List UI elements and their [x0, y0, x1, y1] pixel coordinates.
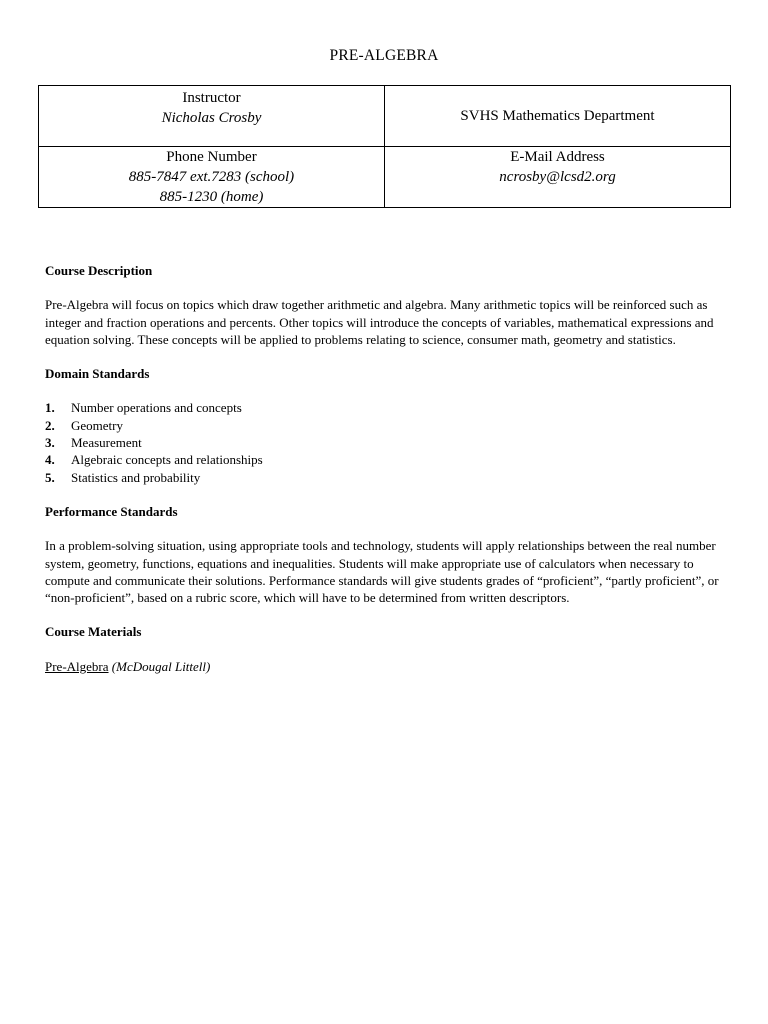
list-item — [45, 399, 735, 416]
course-materials-heading: Course Materials — [45, 624, 142, 640]
domain-standards-list — [45, 399, 735, 485]
department-name: SVHS Mathematics Department — [460, 108, 655, 124]
phone-school: 885-7847 ext.7283 (school) — [128, 169, 295, 185]
list-item-text: Number operations and concepts — [71, 400, 242, 416]
course-description-text: Pre-Algebra will focus on topics which draw together arithmetic and algebra. Many arithmetic topics will be reinforced such as integer and fraction operations and percents. Other topics will introduce the concepts of variables, mathematical expressions and equation solving. These concepts will be applied to problems relating to science, consumer math, geometry and statistics. — [45, 297, 714, 347]
email-label: E-Mail Address — [510, 149, 605, 165]
course-info-table — [38, 85, 731, 208]
list-item-number: 3. — [45, 435, 55, 451]
performance-standards-heading: Performance Standards — [45, 503, 178, 519]
list-item — [45, 451, 735, 468]
email-cell — [385, 147, 731, 208]
list-item-text: Measurement — [71, 435, 142, 451]
email-address: ncrosby@lcsd2.org — [499, 169, 616, 185]
list-item-text: Geometry — [71, 417, 123, 433]
list-item-number: 4. — [45, 452, 55, 468]
info-row-contact — [39, 147, 731, 208]
list-item-number: 5. — [45, 469, 55, 485]
list-item-text: Algebraic concepts and relationships — [71, 452, 263, 468]
syllabus-content — [45, 262, 735, 675]
list-item — [45, 434, 735, 451]
info-row-instructor — [39, 86, 731, 147]
phone-home: 885-1230 (home) — [159, 189, 264, 205]
phone-cell — [39, 147, 385, 208]
page-title: PRE-ALGEBRA — [329, 47, 439, 64]
performance-standards-text: In a problem-solving situation, using appropriate tools and technology, students will apply relationships between the real number system, geometry, functions, equations and inequalities. Students will make appropriate use of calculators when necessary to compute and communicate their solutions. Performance standards will give students grades of “proficient”, “partly proficient”, or “non-proficient”, based on a rubric score, which will have to be determined from written descriptors. — [45, 538, 719, 606]
instructor-cell — [39, 86, 385, 147]
domain-standards-heading: Domain Standards — [45, 366, 150, 382]
list-item — [45, 417, 735, 434]
phone-label: Phone Number — [166, 149, 257, 165]
list-item-text: Statistics and probability — [71, 469, 201, 485]
list-item — [45, 469, 735, 486]
book-title: Pre-Algebra — [45, 658, 109, 674]
course-material-item — [45, 658, 735, 675]
course-description-heading: Course Description — [45, 263, 153, 278]
instructor-name: Nicholas Crosby — [161, 110, 262, 126]
department-cell — [385, 86, 731, 147]
list-item-number: 2. — [45, 417, 55, 433]
instructor-label: Instructor — [182, 90, 241, 106]
list-item-number: 1. — [45, 400, 55, 416]
book-publisher: (McDougal Littell) — [111, 658, 211, 674]
